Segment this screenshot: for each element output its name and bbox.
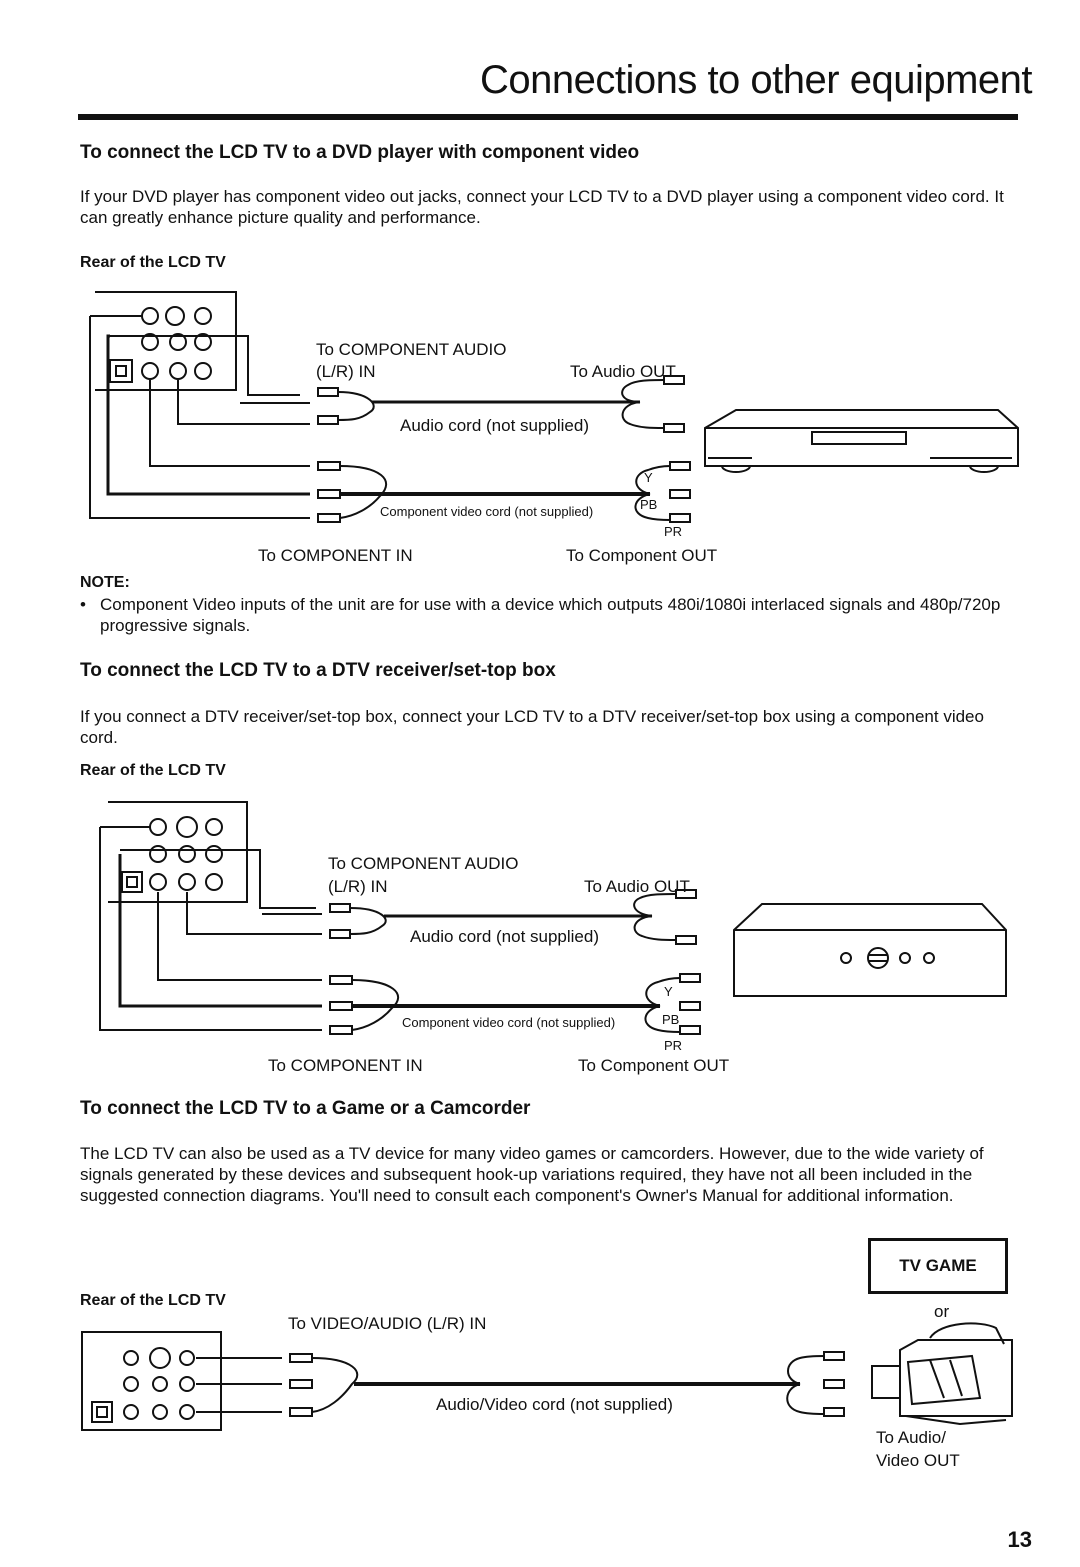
section1-to-component-audio: To COMPONENT AUDIO xyxy=(316,340,507,359)
section2-lr-in: (L/R) IN xyxy=(328,877,388,896)
section1-rear-label: Rear of the LCD TV xyxy=(80,254,226,271)
section1-y: Y xyxy=(644,470,653,485)
note-text: Component Video inputs of the unit are for use with a device which outputs 480i/1080i interlaced signals and 480p/720p progressive signals. xyxy=(100,595,1001,635)
note-label: NOTE: xyxy=(80,574,130,591)
or-label: or xyxy=(934,1302,950,1321)
section2-pr: PR xyxy=(664,1038,683,1053)
section1-to-component-in: To COMPONENT IN xyxy=(258,546,413,565)
section2-audio-cord: Audio cord (not supplied) xyxy=(410,927,600,946)
section3-rear-label: Rear of the LCD TV xyxy=(80,1292,226,1309)
section2-to-audio-out: To Audio OUT xyxy=(584,877,690,896)
section2-rear-label: Rear of the LCD TV xyxy=(80,762,226,779)
section1-heading: To connect the LCD TV to a DVD player with component video xyxy=(80,142,640,163)
section3-to-video-audio: To VIDEO/AUDIO (L/R) IN xyxy=(288,1314,487,1333)
section2-to-component-out: To Component OUT xyxy=(578,1056,730,1075)
section1-component-cord: Component video cord (not supplied) xyxy=(380,504,594,519)
section1-to-audio-out: To Audio OUT xyxy=(570,362,676,381)
section3-heading: To connect the LCD TV to a Game or a Camcorder xyxy=(80,1098,531,1119)
section2-pb: PB xyxy=(662,1012,680,1027)
section1-pr: PR xyxy=(664,524,683,539)
tv-game-label: TV GAME xyxy=(899,1256,977,1275)
section2-body: If you connect a DTV receiver/set-top box, connect your LCD TV to a DTV receiver/set-top box using a component video cord. xyxy=(80,707,984,747)
section3-video-out: Video OUT xyxy=(876,1451,960,1470)
section1-to-component-out: To Component OUT xyxy=(566,546,718,565)
section2-y: Y xyxy=(664,984,673,999)
section3-to-audio: To Audio/ xyxy=(876,1428,946,1447)
section1-lr-in: (L/R) IN xyxy=(316,362,376,381)
section1-audio-cord: Audio cord (not supplied) xyxy=(400,416,590,435)
page-number: 13 xyxy=(1007,1527,1032,1552)
section2-to-component-in: To COMPONENT IN xyxy=(268,1056,423,1075)
section3-av-cord: Audio/Video cord (not supplied) xyxy=(436,1395,673,1414)
section1-body: If your DVD player has component video out jacks, connect your LCD TV to a DVD player using a component video cord. It can greatly enhance picture quality and performance. xyxy=(80,187,1004,227)
page-title: Connections to other equipment xyxy=(479,58,1032,102)
section2-component-cord: Component video cord (not supplied) xyxy=(402,1015,616,1030)
section3-body: The LCD TV can also be used as a TV device for many video games or camcorders. However, due to the wide variety of signals generated by these devices and subsequent hook-up variations required, they have not all been included in the suggested connection diagrams. You'll need to consult each component's Owner's Manual for additional information. xyxy=(80,1144,984,1205)
bullet: • xyxy=(80,595,86,614)
section2-to-component-audio: To COMPONENT AUDIO xyxy=(328,854,519,873)
section2-heading: To connect the LCD TV to a DTV receiver/set-top box xyxy=(80,660,556,681)
section1-pb: PB xyxy=(640,497,658,512)
